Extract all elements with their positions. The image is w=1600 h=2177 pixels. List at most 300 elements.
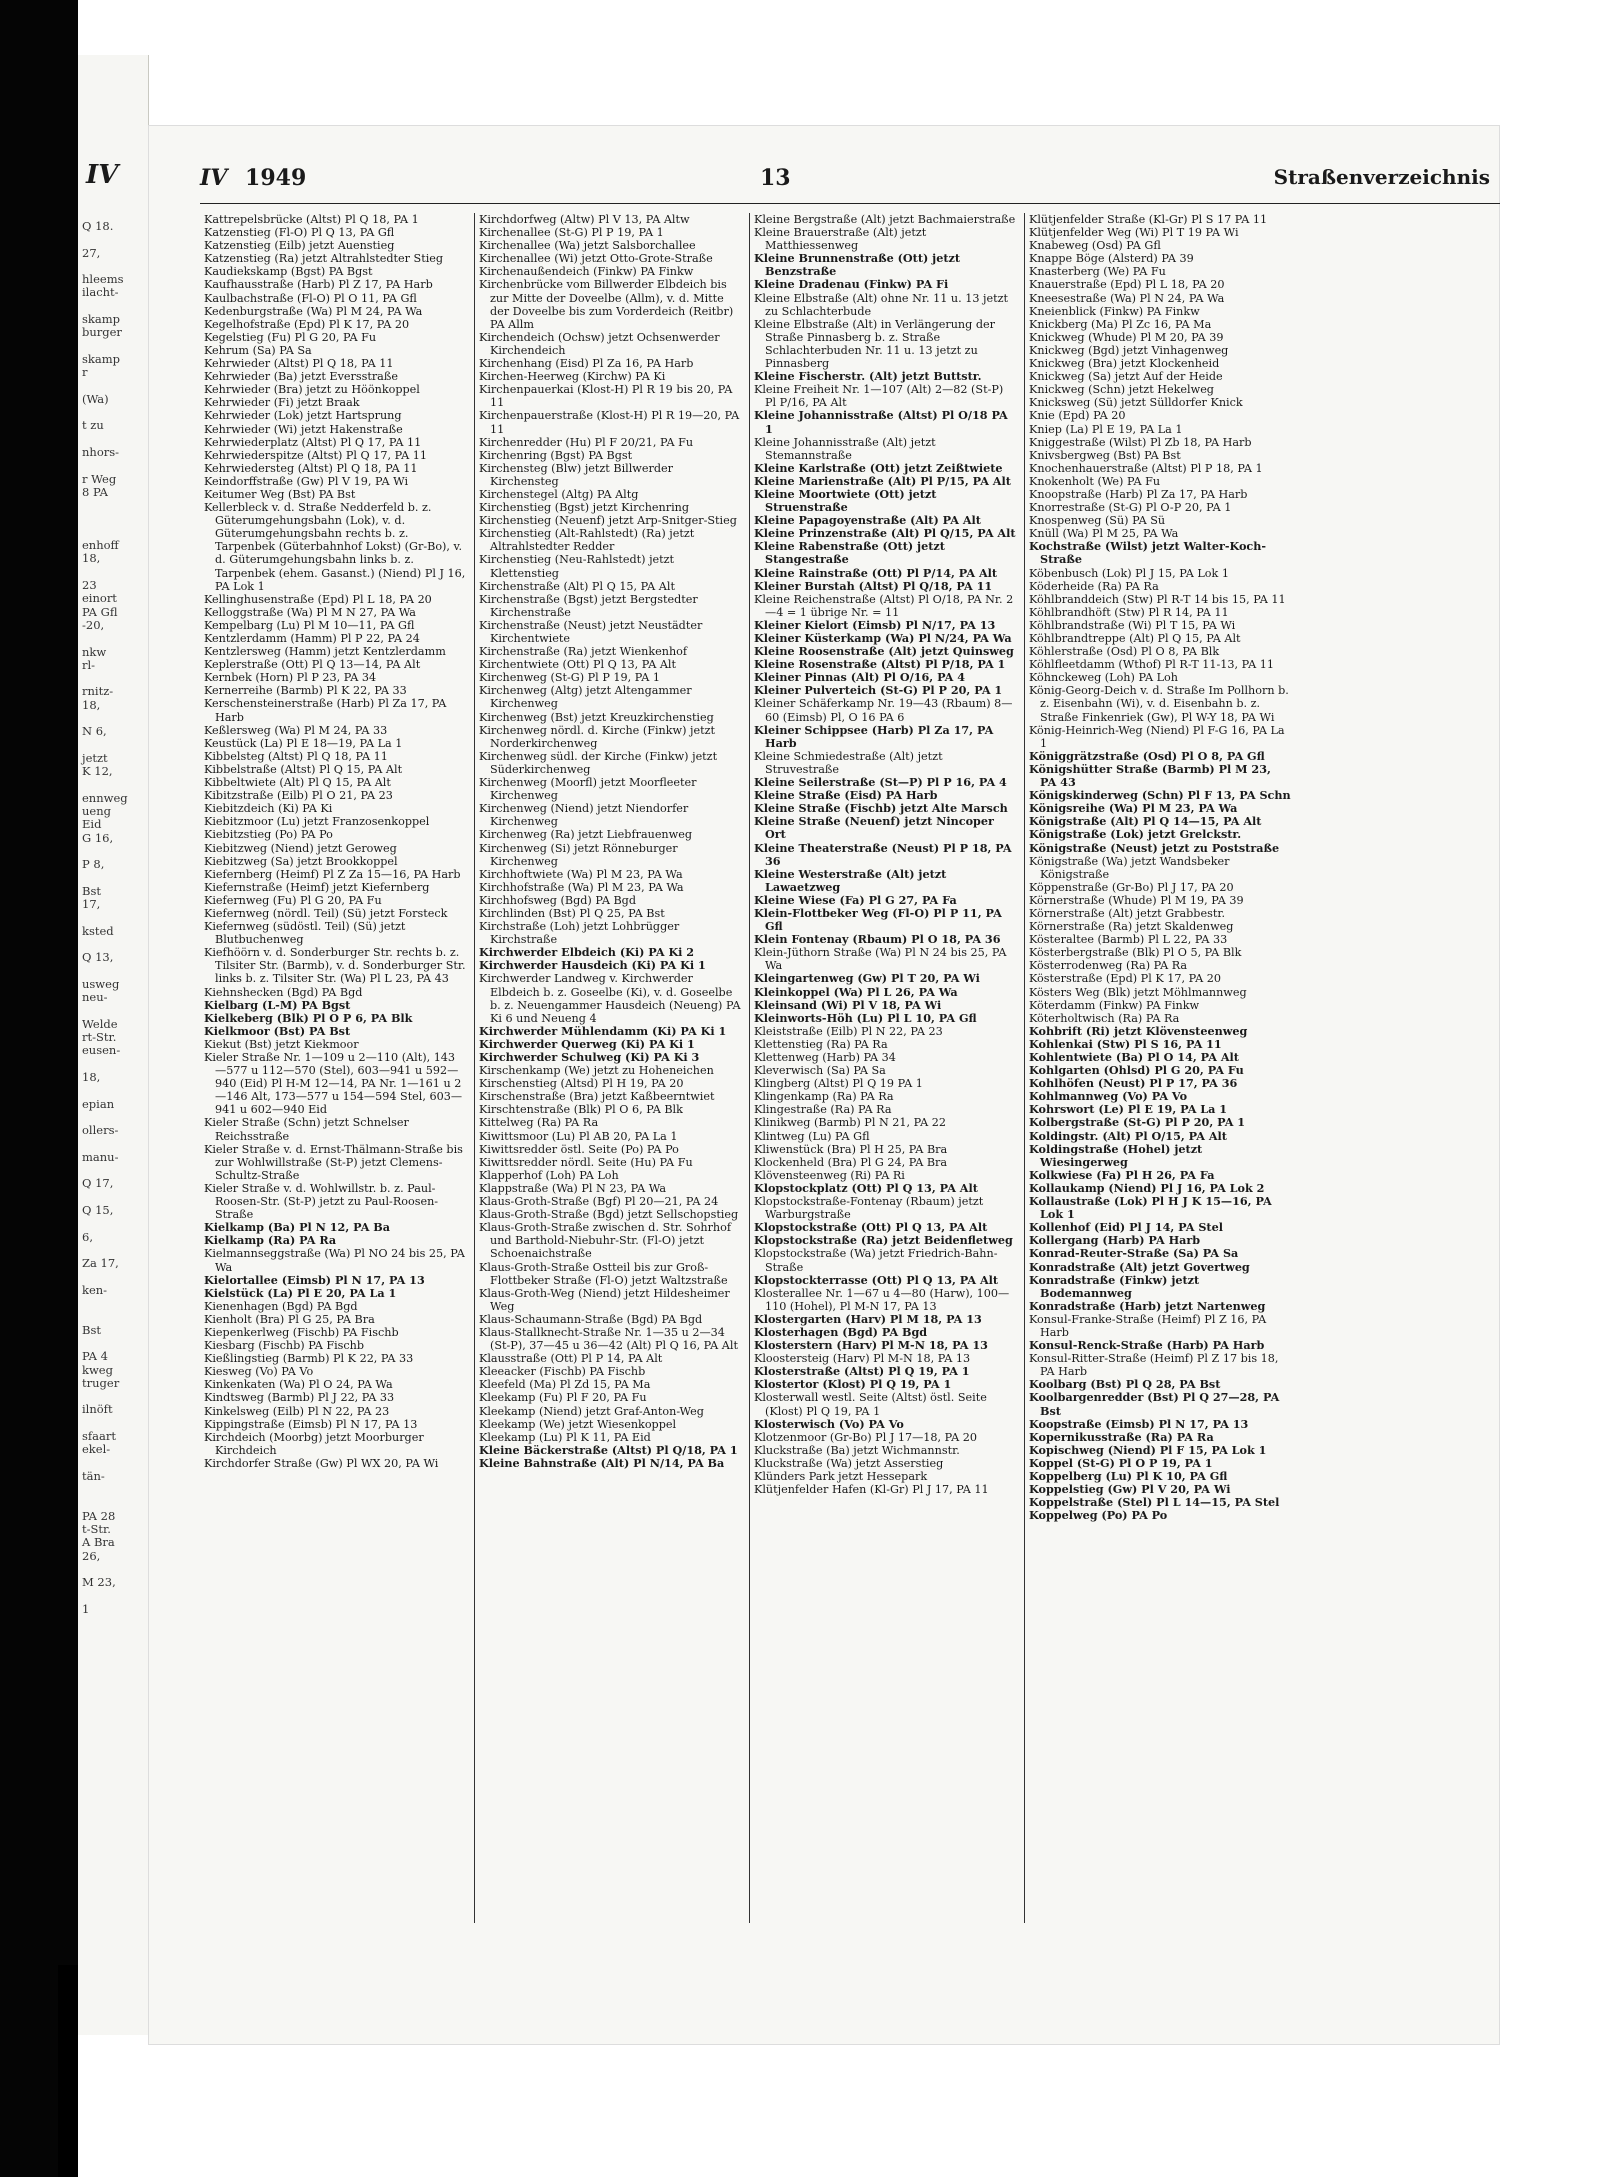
adjacent-page-line bbox=[82, 1164, 148, 1177]
street-entry: Köhlerstraße (Osd) Pl O 8, PA Blk bbox=[1029, 645, 1220, 659]
street-entry: Kleine Roosenstraße (Alt) jetzt Quinsweg bbox=[754, 644, 1014, 659]
street-entry: Kleine Rabenstraße (Ott) jetzt Stangestraße bbox=[754, 539, 945, 567]
street-entry: Kiefernweg (nördl. Teil) (Sü) jetzt Forsteck bbox=[204, 906, 448, 920]
adjacent-page-line bbox=[82, 632, 148, 645]
street-entry: Kleine Karlstraße (Ott) jetzt Zeißtwiete bbox=[754, 460, 1003, 475]
directory-column-3 bbox=[749, 213, 1024, 1923]
street-entry: Kiefernweg (Fu) Pl G 20, PA Fu bbox=[204, 893, 382, 907]
street-entry: Klopstockstraße (Ott) Pl Q 13, PA Alt bbox=[754, 1220, 988, 1235]
adjacent-page-line: 1 bbox=[82, 1601, 90, 1616]
street-entry: Kleine Dradenau (Finkw) PA Fi bbox=[754, 277, 949, 292]
adjacent-page-line bbox=[82, 1590, 148, 1603]
adjacent-page-line: rnitz- bbox=[82, 684, 114, 699]
street-entry: Kiebitzweg (Sa) jetzt Brookkoppel bbox=[204, 854, 398, 868]
street-entry: Kleine Fischerstr. (Alt) jetzt Buttstr. bbox=[754, 369, 982, 384]
street-entry: Kirchenstraße (Bgst) jetzt Bergstedter Kirchenstraße bbox=[479, 592, 698, 619]
directory-column-4 bbox=[1024, 213, 1299, 1923]
street-entry: Kollergang (Harb) PA Harb bbox=[1029, 1233, 1201, 1248]
street-entry: Kleinworts-Höh (Lu) Pl L 10, PA Gfl bbox=[754, 1010, 977, 1025]
street-entry: Klopstockstraße (Wa) jetzt Friedrich-Bahn-Straße bbox=[754, 1247, 998, 1274]
street-entry: Knickweg (Bgd) jetzt Vinhagenweg bbox=[1029, 343, 1229, 357]
street-entry: Kirchenstieg (Neuenf) jetzt Arp-Snitger-Stieg bbox=[479, 514, 737, 528]
street-entry: Kehrwieder (Bra) jetzt zu Höönkoppel bbox=[204, 383, 420, 397]
street-entry: Kiesbarg (Fischb) PA Fischb bbox=[204, 1339, 365, 1353]
street-entry: Kleverwisch (Sa) PA Sa bbox=[754, 1064, 886, 1078]
street-entry: Klünders Park jetzt Hessepark bbox=[754, 1470, 928, 1483]
street-entry: Kirschtenstraße (Blk) Pl O 6, PA Blk bbox=[479, 1103, 683, 1117]
adjacent-page-line: hleems bbox=[82, 272, 124, 287]
street-entry: Kindtsweg (Barmb) Pl J 22, PA 33 bbox=[204, 1391, 395, 1405]
adjacent-page-line: (Wa) bbox=[82, 391, 109, 406]
street-entry: Kielbarg (L-M) PA Bgst bbox=[204, 997, 351, 1012]
adjacent-page-line: PA Gfl bbox=[82, 604, 118, 619]
street-entry: Kirchenstieg (Neu-Rahlstedt) jetzt Klettenstieg bbox=[479, 553, 675, 580]
street-entry: Koppelberg (Lu) Pl K 10, PA Gfl bbox=[1029, 1469, 1228, 1483]
street-entry: Konsul-Ritter-Straße (Heimf) Pl Z 17 bis 18, PA Harb bbox=[1029, 1352, 1279, 1379]
street-entry: Kehrwieder (Ba) jetzt Eversstraße bbox=[204, 370, 398, 384]
adjacent-page-line: 18, bbox=[82, 1070, 101, 1084]
street-entry: Kiepenkerlweg (Fischb) PA Fischb bbox=[204, 1325, 399, 1339]
street-entry: Kleekamp (Lu) Pl K 11, PA Eid bbox=[479, 1430, 651, 1444]
street-entry: Kiefernberg (Heimf) Pl Z Za 15—16, PA Harb bbox=[204, 867, 461, 881]
street-entry: Kleine Freiheit Nr. 1—107 (Alt) 2—82 (St-P) Pl P/16, PA Alt bbox=[754, 383, 1004, 410]
street-entry: Kösterstraße (Epd) Pl K 17, PA 20 bbox=[1029, 972, 1221, 986]
adjacent-page-line: 27, bbox=[82, 245, 101, 260]
street-entry: Kleine Westerstraße (Alt) jetzt Lawaetzweg bbox=[754, 866, 947, 894]
adjacent-page-line: Q 15, bbox=[82, 1202, 114, 1217]
street-entry: Kirchhofstraße (Wa) Pl M 23, PA Wa bbox=[479, 880, 684, 894]
adjacent-page-line: Q 13, bbox=[82, 950, 114, 965]
street-entry: Klövensteenweg (Ri) PA Ri bbox=[754, 1168, 905, 1182]
street-entry: Klütjenfelder Hafen (Kl-Gr) Pl J 17, PA 11 bbox=[754, 1483, 989, 1497]
adjacent-page-line: eusen- bbox=[82, 1043, 121, 1058]
adjacent-page-line: 23 bbox=[82, 578, 97, 593]
street-entry: Kirchenweg (Niend) jetzt Niendorfer Kirchenweg bbox=[479, 802, 689, 829]
street-entry: Kohbrift (Ri) jetzt Klövensteenweg bbox=[1029, 1023, 1248, 1038]
street-entry: Kiehnshecken (Bgd) PA Bgd bbox=[204, 985, 363, 999]
street-entry: Kleiner Küsterkamp (Wa) Pl N/24, PA Wa bbox=[754, 631, 1012, 645]
street-entry: Kloostersteig (Harv) Pl M-N 18, PA 13 bbox=[754, 1352, 971, 1366]
adjacent-page-line: ksted bbox=[82, 923, 114, 938]
street-entry: Kirchenredder (Hu) Pl F 20/21, PA Fu bbox=[479, 435, 694, 449]
street-entry: Kirchenaußendeich (Finkw) PA Finkw bbox=[479, 265, 694, 279]
street-entry: Klopstockstraße (Ra) jetzt Beidenfletweg bbox=[754, 1233, 1013, 1248]
street-entry: Kirchenweg (St-G) Pl P 19, PA 1 bbox=[479, 671, 661, 685]
adjacent-page-line: skamp bbox=[82, 351, 120, 366]
street-entry: Konsul-Renck-Straße (Harb) PA Harb bbox=[1029, 1338, 1265, 1353]
street-entry: Kirchwerder Mühlendamm (Ki) PA Ki 1 bbox=[479, 1023, 727, 1038]
street-entry: Klaus-Groth-Straße (Bgf) Pl 20—21, PA 24 bbox=[479, 1195, 719, 1209]
street-entry: Kohlentwiete (Ba) Pl O 14, PA Alt bbox=[1029, 1050, 1239, 1064]
street-entry: Klaus-Groth-Straße zwischen d. Str. Sohrhof und Barthold-Niebuhr-Str. (Fl-O) jetzt Schoenaichstraße bbox=[479, 1221, 732, 1261]
street-entry: Kirchenstieg (Alt-Rahlstedt) (Ra) jetzt Altrahlstedter Redder bbox=[479, 527, 695, 554]
street-entry: Kluckstraße (Wa) jetzt Asserstieg bbox=[754, 1456, 944, 1470]
adjacent-page-line: rt-Str. bbox=[82, 1030, 117, 1045]
street-entry: Kaudiekskamp (Bgst) PA Bgst bbox=[204, 265, 373, 279]
street-entry: Kiebitzmoor (Lu) jetzt Franzosenkoppel bbox=[204, 815, 430, 829]
street-entry: Kempelbarg (Lu) Pl M 10—11, PA Gfl bbox=[204, 618, 415, 632]
adjacent-page-line: skamp bbox=[82, 312, 120, 327]
adjacent-page-line: -20, bbox=[82, 617, 105, 632]
street-entry: Kleiner Kielort (Eimsb) Pl N/17, PA 13 bbox=[754, 617, 996, 632]
street-entry: Keitumer Weg (Bst) PA Bst bbox=[204, 487, 356, 501]
adjacent-page-line bbox=[82, 459, 148, 472]
street-entry: Klostergarten (Harv) Pl M 18, PA 13 bbox=[754, 1311, 982, 1326]
street-entry: Kinkenkaten (Wa) Pl O 24, PA Wa bbox=[204, 1378, 393, 1392]
street-entry: Kirchenstegel (Altg) PA Altg bbox=[479, 487, 639, 501]
street-entry: Kienenhagen (Bgd) PA Bgd bbox=[204, 1299, 358, 1313]
street-entry: Kehrwiedersteg (Altst) Pl Q 18, PA 11 bbox=[204, 461, 418, 475]
street-entry: Köterdamm (Finkw) PA Finkw bbox=[1029, 998, 1200, 1012]
street-entry: Kleeacker (Fischb) PA Fischb bbox=[479, 1365, 646, 1379]
street-entry: Klingenkamp (Ra) PA Ra bbox=[754, 1090, 894, 1104]
street-entry: Kirchwerder Schulweg (Ki) PA Ki 3 bbox=[479, 1050, 700, 1064]
street-entry: Kleine Schmiedestraße (Alt) jetzt Struvestraße bbox=[754, 749, 943, 776]
adjacent-page-line: tän- bbox=[82, 1468, 105, 1483]
adjacent-page-header: IV bbox=[86, 160, 119, 190]
scan-corner-shadow bbox=[58, 1965, 78, 2177]
adjacent-page-line bbox=[82, 1191, 148, 1204]
street-entry: Kiesweg (Vo) PA Vo bbox=[204, 1365, 314, 1379]
street-entry: Kleine Papagoyenstraße (Alt) PA Alt bbox=[754, 513, 981, 528]
street-entry: Kellinghusenstraße (Epd) Pl L 18, PA 20 bbox=[204, 592, 432, 606]
street-entry: Klingberg (Altst) Pl Q 19 PA 1 bbox=[754, 1077, 923, 1091]
street-entry: Klaus-Groth-Straße Ostteil bis zur Groß-Flottbeker Straße (Fl-O) jetzt Waltzstraße bbox=[479, 1260, 728, 1287]
street-entry: Kiwittsredder östl. Seite (Po) PA Po bbox=[479, 1142, 679, 1156]
adjacent-page-line: PA 28 bbox=[82, 1508, 116, 1523]
street-entry: Kösterrodenweg (Ra) PA Ra bbox=[1029, 959, 1188, 973]
adjacent-page-line bbox=[82, 1417, 148, 1430]
street-entry: Kleine Elbstraße (Alt) in Verlängerung der Straße Pinnasberg b. z. Straße Schlachterbuden Nr. 11 u. 13 jetzt zu Pinnasberg bbox=[754, 317, 995, 371]
street-entry: Kehrwiederspitze (Altst) Pl Q 17, PA 11 bbox=[204, 448, 427, 462]
street-entry: Klosterwall westl. Seite (Altst) östl. Seite (Klost) Pl Q 19, PA 1 bbox=[754, 1391, 987, 1418]
street-entry: Kerschensteinerstraße (Harb) Pl Za 17, PA Harb bbox=[204, 697, 447, 724]
street-entry: Klosterhagen (Bgd) PA Bgd bbox=[754, 1324, 928, 1339]
directory-page bbox=[148, 125, 1500, 2045]
street-entry: Kleine Straße (Eisd) PA Harb bbox=[754, 788, 938, 803]
street-entry: Kleiner Pulverteich (St-G) Pl P 20, PA 1 bbox=[754, 683, 1003, 698]
adjacent-page-line: einort bbox=[82, 591, 117, 606]
street-entry: Köterholtwisch (Ra) PA Ra bbox=[1029, 1011, 1180, 1025]
street-entry: Kleine Bahnstraße (Alt) Pl N/14, PA Ba bbox=[479, 1455, 725, 1470]
street-entry: Koppel (St-G) Pl O P 19, PA 1 bbox=[1029, 1455, 1213, 1470]
street-entry: Knorrestraße (St-G) Pl O-P 20, PA 1 bbox=[1029, 501, 1232, 515]
street-entry: Köhnckeweg (Loh) PA Loh bbox=[1029, 671, 1178, 685]
street-entry: Kirschenstieg (Altsd) Pl H 19, PA 20 bbox=[479, 1077, 684, 1091]
street-entry: Kleine Marienstraße (Alt) Pl P/15, PA Alt bbox=[754, 473, 1011, 488]
adjacent-page-line bbox=[82, 1337, 148, 1350]
street-entry: Kleingartenweg (Gw) Pl T 20, PA Wi bbox=[754, 971, 980, 986]
street-entry: Klettenweg (Harb) PA 34 bbox=[754, 1051, 896, 1064]
street-entry: Kelloggstraße (Wa) Pl M N 27, PA Wa bbox=[204, 605, 416, 619]
adjacent-page-line bbox=[82, 1483, 148, 1496]
street-entry: Kirchenpauerstraße (Klost-H) Pl R 19—20, PA 11 bbox=[479, 409, 740, 436]
street-entry: Kibitzstraße (Eilb) Pl O 21, PA 23 bbox=[204, 789, 393, 803]
street-entry: Klopstockstraße-Fontenay (Rbaum) jetzt Warburgstraße bbox=[754, 1195, 984, 1222]
street-entry: Knüll (Wa) Pl M 25, PA Wa bbox=[1029, 527, 1179, 541]
street-entry: Kirchenweg südl. der Kirche (Finkw) jetzt Süderkirchenweg bbox=[479, 749, 718, 776]
street-entry: Knickweg (Sa) jetzt Auf der Heide bbox=[1029, 370, 1223, 384]
street-entry: Knivsbergweg (Bst) PA Bst bbox=[1029, 448, 1181, 462]
street-entry: Kiefhöörn v. d. Sonderburger Str. rechts b. z. Tilsiter Str. (Barmb), v. d. Sonderburger Str. links b. z. Tilsiter Str. (Wa) Pl L 23, PA 43 bbox=[204, 946, 466, 986]
street-entry: Kirchenallee (Wi) jetzt Otto-Grote-Straße bbox=[479, 252, 713, 266]
street-entry: Kirchenweg (Moorfl) jetzt Moorfleeter Kirchenweg bbox=[479, 776, 697, 803]
street-entry: Kliwenstück (Bra) Pl H 25, PA Bra bbox=[754, 1142, 948, 1156]
street-entry: Kleinsand (Wi) Pl V 18, PA Wi bbox=[754, 997, 942, 1012]
street-entry: Kirchdorfer Straße (Gw) Pl WX 20, PA Wi bbox=[204, 1456, 439, 1470]
street-entry: Kleinkoppel (Wa) Pl L 26, PA Wa bbox=[754, 984, 958, 999]
street-entry: Keplerstraße (Ott) Pl Q 13—14, PA Alt bbox=[204, 658, 421, 672]
street-entry: Kirchdorfweg (Altw) Pl V 13, PA Altw bbox=[479, 213, 690, 226]
street-entry: Kleine Wiese (Fa) Pl G 27, PA Fa bbox=[754, 892, 957, 907]
adjacent-page-line: ilacht- bbox=[82, 285, 119, 300]
street-entry: Knochenhauerstraße (Altst) Pl P 18, PA 1 bbox=[1029, 461, 1263, 475]
adjacent-page-line bbox=[82, 778, 148, 791]
street-entry: Kinkelsweg (Eilb) Pl N 22, PA 23 bbox=[204, 1404, 390, 1418]
street-entry: Kleine Elbstraße (Alt) ohne Nr. 11 u. 13 jetzt zu Schlachterbude bbox=[754, 291, 1008, 318]
adjacent-page-line: r bbox=[82, 365, 88, 380]
street-entry: Knauerstraße (Epd) Pl L 18, PA 20 bbox=[1029, 278, 1225, 292]
street-entry: Kernbek (Horn) Pl P 23, PA 34 bbox=[204, 671, 377, 685]
adjacent-page-line: nhors- bbox=[82, 445, 120, 460]
street-entry: Klausstraße (Ott) Pl P 14, PA Alt bbox=[479, 1352, 663, 1366]
street-entry: Kohlenkai (Stw) Pl S 16, PA 11 bbox=[1029, 1036, 1222, 1051]
street-entry: Konsul-Franke-Straße (Heimf) Pl Z 16, PA Harb bbox=[1029, 1312, 1267, 1339]
street-entry: Kiebitzweg (Niend) jetzt Geroweg bbox=[204, 841, 397, 855]
street-entry: Knasterberg (We) PA Fu bbox=[1029, 265, 1166, 279]
street-entry: Kirchenweg (Bst) jetzt Kreuzkirchenstieg bbox=[479, 710, 714, 724]
adjacent-page-line bbox=[82, 1058, 148, 1071]
street-entry: Kattrepelsbrücke (Altst) Pl Q 18, PA 1 bbox=[204, 213, 419, 226]
street-entry: Kiebitzdeich (Ki) PA Ki bbox=[204, 802, 333, 816]
street-entry: Klosterallee Nr. 1—67 u 4—80 (Harw), 100—110 (Hohel), Pl M-N 17, PA 13 bbox=[754, 1286, 1010, 1313]
street-entry: Kleine Seilerstraße (St—P) Pl P 16, PA 4 bbox=[754, 775, 1007, 790]
street-entry: Keustück (La) Pl E 18—19, PA La 1 bbox=[204, 736, 403, 750]
street-entry: Kleine Rainstraße (Ott) Pl P/14, PA Alt bbox=[754, 565, 998, 580]
adjacent-page-line: M 23, bbox=[82, 1575, 116, 1590]
street-entry: Kleine Reichenstraße (Altst) Pl O/18, PA Nr. 2—4 = 1 übrige Nr. = 11 bbox=[754, 592, 1014, 619]
street-entry: Knickweg (Bra) jetzt Klockenheid bbox=[1029, 357, 1220, 371]
adjacent-page-line bbox=[82, 1244, 148, 1257]
street-entry: Klein-Jüthorn Straße (Wa) Pl N 24 bis 25, PA Wa bbox=[754, 946, 1007, 973]
street-entry: Körnerstraße (Alt) jetzt Grabbestr. bbox=[1029, 906, 1225, 920]
street-entry: Knoopstraße (Harb) Pl Za 17, PA Harb bbox=[1029, 487, 1248, 501]
street-entry: Kiwittsmoor (Lu) Pl AB 20, PA La 1 bbox=[479, 1129, 678, 1143]
street-entry: Kohrswort (Le) Pl E 19, PA La 1 bbox=[1029, 1102, 1228, 1117]
street-entry: Köhlfleetdamm (Wthof) Pl R-T 11-13, PA 11 bbox=[1029, 658, 1274, 672]
adjacent-page-line bbox=[82, 872, 148, 885]
street-entry: Klopstockplatz (Ott) Pl Q 13, PA Alt bbox=[754, 1180, 978, 1195]
street-entry: Kedenburgstraße (Wa) Pl M 24, PA Wa bbox=[204, 304, 423, 318]
street-entry: Kirchensteg (Blw) jetzt Billwerder Kirchensteg bbox=[479, 461, 673, 488]
street-entry: König-Georg-Deich v. d. Straße Im Pollhorn b. z. Eisenbahn (Wi), v. d. Eisenbahn b. z. Straße Finkenriek (Gw), Pl W-Y 18, PA Wi bbox=[1029, 684, 1289, 724]
street-entry: Klingestraße (Ra) PA Ra bbox=[754, 1103, 892, 1117]
street-entry: Kirchenweg nördl. d. Kirche (Finkw) jetzt Norderkirchenweg bbox=[479, 723, 716, 750]
street-entry: Keßlersweg (Wa) Pl M 24, PA 33 bbox=[204, 723, 388, 737]
street-entry: Köhlbranddeich (Stw) Pl R-T 14 bis 15, PA 11 bbox=[1029, 592, 1286, 606]
street-entry: Kleine Prinzenstraße (Alt) Pl Q/15, PA Alt bbox=[754, 526, 1016, 541]
street-entry: Kirchenstraße (Ra) jetzt Wienkenhof bbox=[479, 645, 688, 659]
adjacent-page-line: Q 17, bbox=[82, 1176, 114, 1191]
section-title: Straßenverzeichnis bbox=[1273, 165, 1490, 189]
street-entry: Kleefeld (Ma) Pl Zd 15, PA Ma bbox=[479, 1378, 651, 1392]
street-entry: Knicksweg (Sü) jetzt Sülldorfer Knick bbox=[1029, 396, 1243, 410]
street-entry: Kluckstraße (Ba) jetzt Wichmannstr. bbox=[754, 1443, 960, 1457]
adjacent-page-line bbox=[82, 433, 148, 446]
street-entry: Kleiststraße (Eilb) Pl N 22, PA 23 bbox=[754, 1024, 943, 1038]
street-entry: Klosterwisch (Vo) PA Vo bbox=[754, 1416, 904, 1431]
street-entry: Kösterbergstraße (Blk) Pl O 5, PA Blk bbox=[1029, 946, 1242, 960]
street-entry: Klein-Flottbeker Weg (Fl-O) Pl P 11, PA Gfl bbox=[754, 905, 1002, 934]
street-entry: Kehrwiederplatz (Altst) Pl Q 17, PA 11 bbox=[204, 435, 422, 449]
street-entry: Kentzlersweg (Hamm) jetzt Kentzlerdamm bbox=[204, 645, 446, 659]
adjacent-page-line bbox=[82, 1497, 148, 1510]
street-entry: Kirchenhang (Eisd) Pl Za 16, PA Harb bbox=[479, 357, 694, 371]
street-entry: Kippingstraße (Eimsb) Pl N 17, PA 13 bbox=[204, 1417, 418, 1431]
street-entry: Kegelhofstraße (Epd) Pl K 17, PA 20 bbox=[204, 317, 410, 331]
street-entry: Köhlbrandtreppe (Alt) Pl Q 15, PA Alt bbox=[1029, 632, 1241, 645]
street-entry: Kehrwieder (Lok) jetzt Hartsprung bbox=[204, 409, 402, 423]
street-entry: Kernerreihe (Barmb) Pl K 22, PA 33 bbox=[204, 684, 407, 698]
adjacent-page-line: ueng bbox=[82, 804, 111, 819]
street-entry: Kleekamp (Fu) Pl F 20, PA Fu bbox=[479, 1391, 647, 1405]
street-entry: Königsreihe (Wa) Pl M 23, PA Wa bbox=[1029, 801, 1238, 816]
street-entry: Kirchhoftwiete (Wa) Pl M 23, PA Wa bbox=[479, 867, 683, 881]
adjacent-page-line bbox=[82, 499, 148, 512]
adjacent-page-line: ennweg bbox=[82, 790, 128, 805]
edition-year: 1949 bbox=[245, 165, 307, 191]
street-entry: Kirchdeich (Moorbg) jetzt Moorburger Kirchdeich bbox=[204, 1430, 424, 1457]
street-entry: Klettenstieg (Ra) PA Ra bbox=[754, 1037, 888, 1051]
adjacent-page-line bbox=[82, 672, 148, 685]
street-entry: Klaus-Stallknecht-Straße Nr. 1—35 u 2—34 (St-P), 37—45 u 36—42 (Alt) Pl Q 16, PA Alt bbox=[479, 1325, 738, 1353]
street-entry: Kleekamp (We) jetzt Wiesenkoppel bbox=[479, 1417, 677, 1431]
street-entry: Knie (Epd) PA 20 bbox=[1029, 409, 1126, 423]
adjacent-page-line: t zu bbox=[82, 418, 104, 433]
street-entry: Kirchenstraße (Neust) jetzt Neustädter Kirchentwiete bbox=[479, 618, 703, 645]
street-entry: Klaus-Groth-Weg (Niend) jetzt Hildesheimer Weg bbox=[479, 1286, 730, 1313]
street-entry: Kleiner Schippsee (Harb) Pl Za 17, PA Harb bbox=[754, 722, 994, 750]
street-entry: Kielkamp (Ra) PA Ra bbox=[204, 1233, 337, 1248]
adjacent-page-line bbox=[82, 938, 148, 951]
adjacent-page-line bbox=[82, 300, 148, 313]
adjacent-page-line: Eid bbox=[82, 817, 102, 832]
street-entry: Kleine Brunnenstraße (Ott) jetzt Benzstraße bbox=[754, 251, 961, 279]
adjacent-page-line bbox=[82, 233, 148, 246]
adjacent-page-line: A Bra bbox=[82, 1535, 115, 1550]
adjacent-page-line: epian bbox=[82, 1096, 115, 1111]
adjacent-page-line: 6, bbox=[82, 1229, 93, 1244]
street-entry: Konradstraße (Finkw) jetzt Bodemannweg bbox=[1029, 1272, 1200, 1300]
street-entry: Koppelstieg (Gw) Pl V 20, PA Wi bbox=[1029, 1482, 1231, 1497]
adjacent-page-line bbox=[82, 340, 148, 353]
street-entry: Koopstraße (Eimsb) Pl N 17, PA 13 bbox=[1029, 1416, 1249, 1431]
adjacent-page-line bbox=[82, 260, 148, 273]
street-entry: Kibbelstraße (Altst) Pl Q 15, PA Alt bbox=[204, 762, 403, 776]
directory-column-2 bbox=[474, 213, 749, 1923]
street-entry: Köhlbrandhöft (Stw) Pl R 14, PA 11 bbox=[1029, 605, 1229, 619]
street-entry: Kirchenbrücke vom Billwerder Elbdeich bis zur Mitte der Doveelbe (Allm), v. d. Mitte der Doveelbe bis zum Vorderdeich (Reitbr) PA Allm bbox=[479, 278, 734, 331]
street-entry: Kolkwiese (Fa) Pl H 26, PA Fa bbox=[1029, 1167, 1215, 1182]
street-entry: Kiefernweg (südöstl. Teil) (Sü) jetzt Blutbuchenweg bbox=[204, 920, 406, 947]
street-entry: Klosterstraße (Altst) Pl Q 19, PA 1 bbox=[754, 1364, 970, 1379]
street-entry: Kirchstraße (Loh) jetzt Lohbrügger Kirchstraße bbox=[479, 920, 680, 947]
street-entry: Kielkmoor (Bst) PA Bst bbox=[204, 1023, 351, 1038]
street-entry: Katzenstieg (Fl-O) Pl Q 13, PA Gfl bbox=[204, 226, 395, 240]
adjacent-page-line bbox=[82, 1297, 148, 1310]
street-entry: Klockenheld (Bra) Pl G 24, PA Bra bbox=[754, 1155, 948, 1169]
street-entry: Kohlgarten (Ohlsd) Pl G 20, PA Fu bbox=[1029, 1063, 1244, 1078]
street-entry: Kirchwerder Hausdeich (Ki) PA Ki 1 bbox=[479, 958, 706, 973]
street-entry: Klaus-Schaumann-Straße (Bgd) PA Bgd bbox=[479, 1312, 703, 1326]
street-entry: Kieler Straße v. d. Wohlwillstr. b. z. Paul-Roosen-Str. (St-P) jetzt zu Paul-Roosen-Straße bbox=[204, 1181, 439, 1222]
adjacent-page-line: ekel- bbox=[82, 1442, 111, 1457]
adjacent-page-line: N 6, bbox=[82, 724, 107, 739]
street-entry: Klopstockterrasse (Ott) Pl Q 13, PA Alt bbox=[754, 1272, 999, 1287]
street-entry: Kieler Straße (Schn) jetzt Schnelser Reichsstraße bbox=[204, 1116, 409, 1143]
street-directory-columns bbox=[200, 213, 1490, 1923]
adjacent-page-fragment bbox=[78, 55, 149, 2035]
street-entry: Kirchentwiete (Ott) Pl Q 13, PA Alt bbox=[479, 658, 676, 672]
street-entry: Knickweg (Schn) jetzt Hekelweg bbox=[1029, 383, 1214, 397]
adjacent-page-line: sfaart bbox=[82, 1429, 116, 1444]
street-entry: Körnerstraße (Whude) Pl M 19, PA 39 bbox=[1029, 893, 1244, 907]
street-entry: Knabeweg (Osd) PA Gfl bbox=[1029, 239, 1161, 253]
street-entry: Kehrwieder (Altst) Pl Q 18, PA 11 bbox=[204, 357, 394, 371]
adjacent-page-line: K 12, bbox=[82, 764, 113, 779]
adjacent-page-line bbox=[82, 526, 148, 539]
street-entry: Knospenweg (Sü) PA Sü bbox=[1029, 514, 1166, 528]
adjacent-page-line: jetzt bbox=[82, 750, 108, 765]
street-entry: Kirchen-Heerweg (Kirchw) PA Ki bbox=[479, 370, 666, 384]
header-volume bbox=[200, 165, 306, 191]
street-entry: Königskinderweg (Schn) Pl F 13, PA Schn bbox=[1029, 788, 1291, 803]
street-entry: Kehrwieder (Fi) jetzt Braak bbox=[204, 396, 360, 410]
adjacent-page-line: Welde bbox=[82, 1016, 118, 1031]
adjacent-page-line bbox=[82, 566, 148, 579]
street-entry: Kiefernstraße (Heimf) jetzt Kiefernberg bbox=[204, 880, 430, 894]
street-entry: Kirchwerder Elbdeich (Ki) PA Ki 2 bbox=[479, 945, 695, 960]
street-entry: Kielortallee (Eimsb) Pl N 17, PA 13 bbox=[204, 1272, 425, 1287]
street-entry: Kleine Straße (Neuenf) jetzt Nincoper Ort bbox=[754, 814, 994, 842]
adjacent-page-text bbox=[78, 220, 148, 1616]
street-entry: Kirchenstraße (Alt) Pl Q 15, PA Alt bbox=[479, 579, 675, 593]
street-entry: Kolbergstraße (St-G) Pl P 20, PA 1 bbox=[1029, 1115, 1246, 1130]
street-entry: Königgrätzstraße (Osd) Pl O 8, PA Gfl bbox=[1029, 748, 1265, 763]
street-entry: Kneesestraße (Wa) Pl N 24, PA Wa bbox=[1029, 291, 1225, 305]
street-entry: Kirschenkamp (We) jetzt zu Hoheneichen bbox=[479, 1064, 714, 1078]
adjacent-page-line: usweg bbox=[82, 976, 120, 991]
street-entry: Kleekamp (Niend) jetzt Graf-Anton-Weg bbox=[479, 1404, 704, 1418]
street-entry: Kiwittsredder nördl. Seite (Hu) PA Fu bbox=[479, 1155, 693, 1169]
street-entry: Kienholt (Bra) Pl G 25, PA Bra bbox=[204, 1312, 375, 1326]
street-entry: Koppelstraße (Stel) Pl L 14—15, PA Stel bbox=[1029, 1495, 1280, 1510]
adjacent-page-line bbox=[82, 1137, 148, 1150]
adjacent-page-line: burger bbox=[82, 325, 122, 340]
adjacent-page-line: 18, bbox=[82, 551, 101, 566]
street-entry: Kollaukamp (Niend) Pl J 16, PA Lok 2 bbox=[1029, 1180, 1265, 1195]
street-entry: Kirchlinden (Bst) Pl Q 25, PA Bst bbox=[479, 906, 665, 920]
header-rule bbox=[200, 203, 1500, 204]
page-number: 13 bbox=[760, 165, 791, 191]
street-entry: Königstraße (Neust) jetzt zu Poststraße bbox=[1029, 840, 1280, 855]
street-entry: Königstraße (Wa) jetzt Wandsbeker Königstraße bbox=[1029, 854, 1230, 881]
directory-column-1 bbox=[200, 213, 474, 1923]
street-entry: Kirschenstraße (Bra) jetzt Kaßbeerntwiet bbox=[479, 1090, 715, 1104]
volume-roman: IV bbox=[200, 165, 228, 191]
adjacent-page-line: neu- bbox=[82, 990, 108, 1005]
adjacent-page-line bbox=[82, 380, 148, 393]
